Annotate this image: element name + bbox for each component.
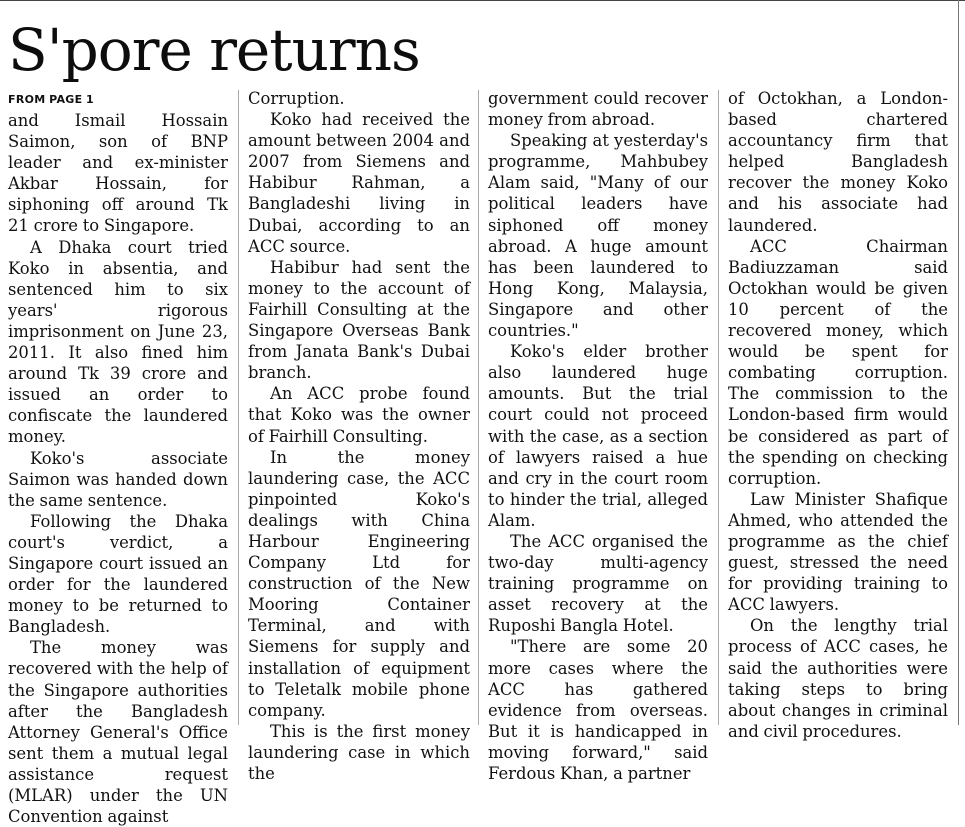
paragraph: On the lengthy trial process of ACC cases, he said the authorities were taking steps to bring about changes in criminal and civil procedures. (728, 616, 948, 741)
paragraph: A Dhaka court tried Koko in absentia, and sentenced him to six years' rigorous imprisonment on June 23, 2011. It also fined him around Tk 39 crore and issued an order to confiscate the laundered money. (8, 237, 228, 447)
paragraph: Koko's associate Saimon was handed down the same sentence. (8, 448, 228, 510)
paragraph: An ACC probe found that Koko was the owner of Fairhill Consulting. (248, 384, 470, 446)
paragraph: ACC Chairman Badiuzzaman said Octokhan would be given 10 percent of the recovered money, which would be spent for combating corruption. The commission to the London-based firm would be considered as part of the spending on checking corruption. (728, 236, 948, 488)
paragraph: of Octokhan, a London-based chartered accountancy firm that helped Bangladesh recover the money Koko and his associate had laundered. (728, 89, 948, 235)
column-3 (488, 88, 708, 783)
continuation-kicker: FROM PAGE 1 (8, 93, 95, 106)
headline: S'pore returns (8, 16, 420, 84)
paragraph: and Ismail Hossain Saimon, son of BNP leader and ex-minister Akbar Hossain, for siphoning off around Tk 21 crore to Singapore. (8, 111, 228, 236)
paragraph: Following the Dhaka court's verdict, a Singapore court issued an order for the laundered money to be returned to Bangladesh. (8, 511, 228, 637)
paragraph: Habibur had sent the money to the account of Fairhill Consulting at the Singapore Overseas Bank from Janata Bank's Dubai branch. (248, 257, 470, 383)
paragraph: government could recover money from abroad. (488, 89, 708, 130)
paragraph: The money was recovered with the help of the Singapore authorities after the Bangladesh Attorney General's Office sent them a mutual legal assistance request (MLAR) under the UN Convention against (8, 638, 228, 827)
paragraph: Speaking at yesterday's programme, Mahbubey Alam said, "Many of our political leaders have siphoned off money abroad. A huge amount has been laundered to Hong Kong, Malaysia, Singapore and other countries." (488, 131, 708, 341)
paragraph: Law Minister Shafique Ahmed, who attended the programme as the chief guest, stressed the need for providing training to ACC lawyers. (728, 489, 948, 615)
column-rule (478, 90, 479, 725)
column-2 (248, 88, 470, 783)
paragraph: Koko's elder brother also laundered huge amounts. But the trial court could not proceed with the case, as a section of lawyers raised a hue and cry in the court room to hinder the trial, alleged Alam. (488, 342, 708, 530)
right-border (958, 0, 959, 725)
top-border (0, 0, 965, 5)
column-rule (238, 90, 239, 725)
paragraph: In the money laundering case, the ACC pinpointed Koko's dealings with China Harbour Engineering Company Ltd for construction of the New Mooring Container Terminal, and with Siemens for supply and installation of equipment to Teletalk mobile phone company. (248, 447, 470, 720)
paragraph: Koko had received the amount between 2004 and 2007 from Siemens and Habibur Rahman, a Bangladeshi living in Dubai, according to an ACC source. (248, 110, 470, 256)
paragraph: "There are some 20 more cases where the ACC has gathered evidence from overseas. But it is handicapped in moving forward," said Ferdous Khan, a partner (488, 637, 708, 783)
column-1 (8, 88, 228, 827)
paragraph: Corruption. (248, 89, 345, 108)
paragraph: The ACC organised the two-day multi-agency training programme on asset recovery at the Ruposhi Bangla Hotel. (488, 531, 708, 636)
column-4 (728, 88, 948, 741)
column-rule (718, 90, 719, 725)
paragraph: This is the first money laundering case in which the (248, 721, 470, 783)
